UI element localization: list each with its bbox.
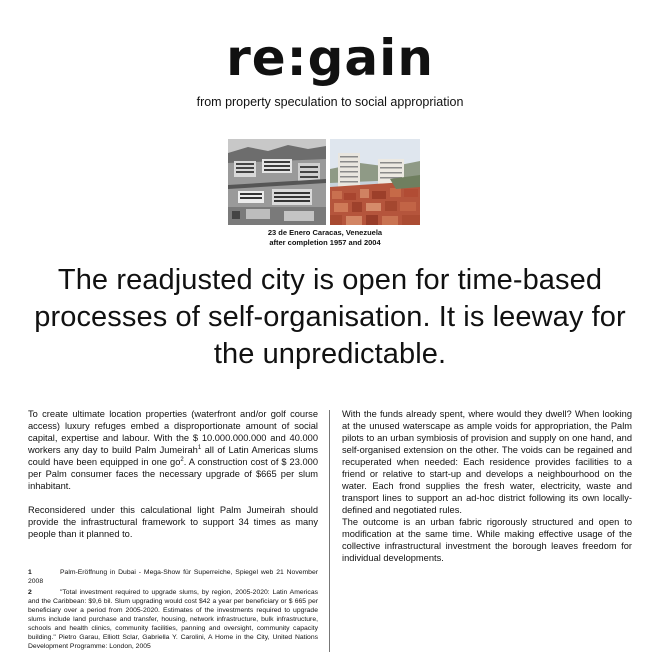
footnote-ref-1: 1: [197, 444, 202, 451]
photo-1957-aerial: [228, 139, 326, 225]
left-p1-text-c: . A construction cost of $ 23.000 per Palm consumer faces the necessary upgrade of $665 per slum inhabitant.: [28, 457, 318, 491]
footnote-text: Palm-Eröffnung in Dubai - Mega-Show für Superreiche, Spiegel web 21 November 2008: [28, 569, 318, 585]
photo-2004-barrio: [330, 139, 420, 225]
figure-caption: [230, 228, 420, 248]
footnote-2: [28, 588, 318, 651]
headline: The readjusted city is open for time-based processes of self-organisation. It is leeway for the unpredictable.: [34, 264, 626, 370]
right-paragraph-1: With the funds already spent, where would they dwell? When looking at the unused waterscape as ample voids for appropriation, the Palm pilots to an urban symbiosis of provision and supply on one hand, and self-organised extension on the other. The voids can be regained and recuperated when needed: Each residence provides facilities to a friend or relative to start-up and develops a neighbourhood on the water. Each frond supplies the fresh water, electricity, waste and transport lines to support an ad-hoc district following its own locally-defined and negotiated rules.: [342, 409, 632, 515]
footnote-1: [28, 568, 318, 586]
left-p1-text-a: To create ultimate location properties (waterfront and/or golf course access) luxury refuges embed a disproportionate amount of social capital, expertise and labour. With the $ 10.000.000.000 and 40.000 workers any day to build Palm Jumeirah: [28, 409, 318, 455]
right-paragraph-2: The outcome is an urban fabric rigorously structured and open to modification at the same time. While making effective usage of the collective infrastructural investment the borough leaves freedom for individual developments.: [342, 517, 632, 563]
page-title: re:gain: [226, 29, 434, 87]
page-subtitle: from property speculation to social appropriation: [196, 95, 464, 109]
figure-caption-line-2: after completion 1957 and 2004: [269, 238, 381, 247]
figure-caption-line-1: 23 de Enero Caracas, Venezuela: [267, 228, 383, 237]
footnote-ref-2: 2: [180, 456, 184, 463]
column-divider: [329, 410, 330, 652]
right-column: [342, 408, 632, 564]
footnote-text: "Total investment required to upgrade slums, by region, 2005-2020: Latin Americas and the Caribbean: $9,6 bil. Slum upgrading would cost $42 a year per beneficiary or $ 665 per beneficiary over a period from 2005-2020. Estimates of the investments required to upgrade slums include land purchase and transfer, housing, network infrastructure, bulk infrastructure, schools and health clinics, community facilities, panning and oversight, community capacity building." Pietro Garau, Elliott Sclar, Gabriella Y. Carolini, A Home in the City, United Nations Development Programme: London, 2005: [28, 589, 318, 650]
left-paragraph-2: Reconsidered under this calculational light Palm Jumeirah should provide the infrastructural framework to support 34 times as many people than it planned to.: [28, 505, 318, 539]
footnote-number: 2: [28, 589, 32, 596]
footnote-number: 1: [28, 569, 32, 576]
left-p1-text-b: all of Latin Americas slums could have been equipped in one go: [28, 445, 318, 467]
left-paragraph-1: [28, 408, 318, 492]
left-column: [28, 408, 318, 552]
